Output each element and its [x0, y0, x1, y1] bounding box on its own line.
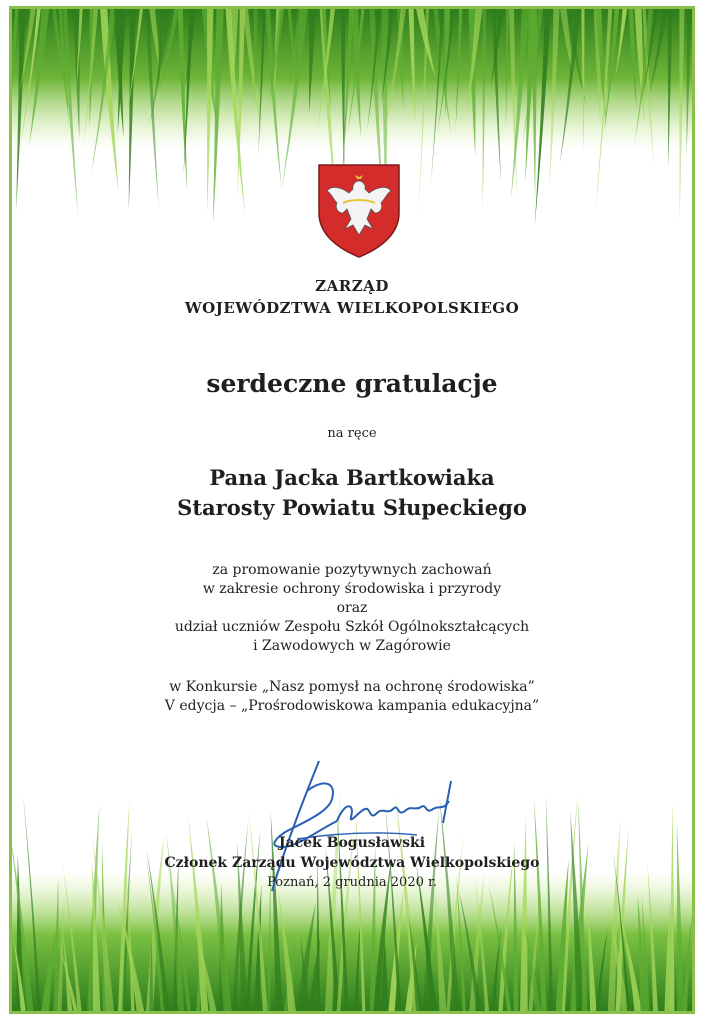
signer-name: Jacek Bogusławski [278, 835, 426, 851]
org-line-1: ZARZĄD [315, 277, 389, 295]
intro-text: na ręce [327, 426, 377, 441]
reason-line: oraz [336, 600, 368, 616]
place-date: Poznań, 2 grudnia 2020 r. [267, 875, 437, 890]
reason-line: udział uczniów Zespołu Szkół Ogólnokształcących [174, 619, 530, 635]
reason-line: i Zawodowych w Zagórowie [253, 638, 451, 654]
eagle-shield-icon [317, 163, 401, 259]
certificate-content [12, 9, 692, 1011]
headline: serdeczne gratulacje [206, 369, 498, 398]
certificate-frame [9, 6, 695, 1014]
recipient-name: Pana Jacka Bartkowiaka [209, 465, 495, 490]
recipient-title: Starosty Powiatu Słupeckiego [177, 495, 527, 520]
signer-title: Członek Zarządu Województwa Wielkopolskiego [164, 855, 540, 871]
org-line-2: WOJEWÓDZTWA WIELKOPOLSKIEGO [184, 299, 520, 317]
reason-line: w zakresie ochrony środowiska i przyrody [202, 581, 502, 597]
reason-line: za promowanie pozytywnych zachowań [212, 562, 492, 578]
contest-line: w Konkursie „Nasz pomysł na ochronę środowiska” [169, 679, 535, 695]
contest-line: V edycja – „Prośrodowiskowa kampania edukacyjna” [164, 698, 540, 714]
